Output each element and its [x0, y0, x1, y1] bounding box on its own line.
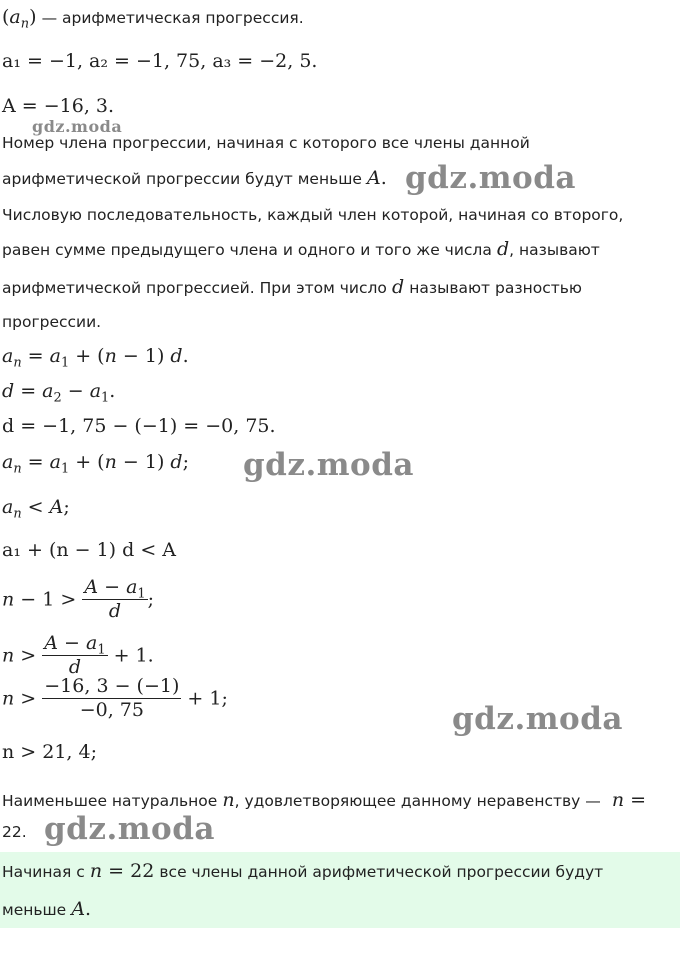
- watermark-logo: gdz.moda: [32, 117, 123, 136]
- watermark-logo: gdz.moda: [243, 447, 414, 483]
- answer-line-1: Начиная с n = 22 все члены данной арифметической прогрессии будут: [2, 860, 604, 882]
- definition-line-2: равен сумме предыдущего члена и одного и того же числа d, называют: [2, 238, 600, 260]
- definition-line-3: арифметической прогрессией. При этом число d называют разностью: [2, 276, 582, 298]
- definition-line-4: прогрессии.: [2, 313, 102, 331]
- answer-line-2: меньше A.: [2, 898, 92, 920]
- question-line-1: Номер члена прогрессии, начиная с которого все члены данной: [2, 134, 530, 152]
- inequality-substituted: n > $\frac{-16, 3 - (-1)}{-0, 75}$ + 1;: [2, 675, 228, 721]
- sequence-intro: [2, 6, 304, 32]
- substituted-denominator: −0, 75: [79, 698, 144, 721]
- formula-difference: $d = a_2 - a_1$.: [2, 380, 116, 406]
- formula-nth-term-2: $a_n = a_1 + (n - 1)$ d;: [2, 451, 189, 477]
- conclusion-value: 22.: [2, 823, 27, 841]
- definition-line-1: Числовую последовательность, каждый член которой, начиная со второго,: [2, 206, 624, 224]
- sequence-symbol: $(a_n)$: [2, 6, 37, 32]
- question-line-2-text: арифметической прогрессии будут меньше: [2, 170, 362, 188]
- inequality-an: $a_n < A$;: [2, 496, 70, 522]
- sequence-label: — арифметическая прогрессия.: [41, 9, 304, 27]
- answer-equation: n = 22: [89, 860, 155, 882]
- given-terms: a₁ = −1, a₂ = −1, 75, a₃ = −2, 5.: [2, 50, 318, 72]
- inequality-fraction-2: n > $\frac{A - a_1}{d}$ + 1.: [2, 632, 154, 678]
- difference-value: d = −1, 75 − (−1) = −0, 75.: [2, 415, 276, 437]
- inequality-expanded: a₁ + (n − 1) d < A: [2, 539, 177, 561]
- inequality-fraction-1: n − 1 > $\frac{A - a_1}{d}$ ;: [2, 576, 155, 622]
- watermark-logo: gdz.moda: [405, 160, 576, 196]
- question-line-2: арифметической прогрессии будут меньше A.: [2, 167, 387, 189]
- watermark-logo: gdz.moda: [44, 811, 215, 847]
- conclusion-line-1: Наименьшее натуральное n, удовлетворяющее данному неравенству — n =: [2, 789, 647, 811]
- watermark-logo: gdz.moda: [452, 701, 623, 737]
- formula-nth-term: $a_n = a_1 + (n - 1)$ d.: [2, 345, 189, 371]
- given-A: A = −16, 3.: [2, 95, 115, 117]
- inequality-result: n > 21, 4;: [2, 741, 97, 763]
- substituted-numerator: −16, 3 − (−1): [44, 675, 180, 697]
